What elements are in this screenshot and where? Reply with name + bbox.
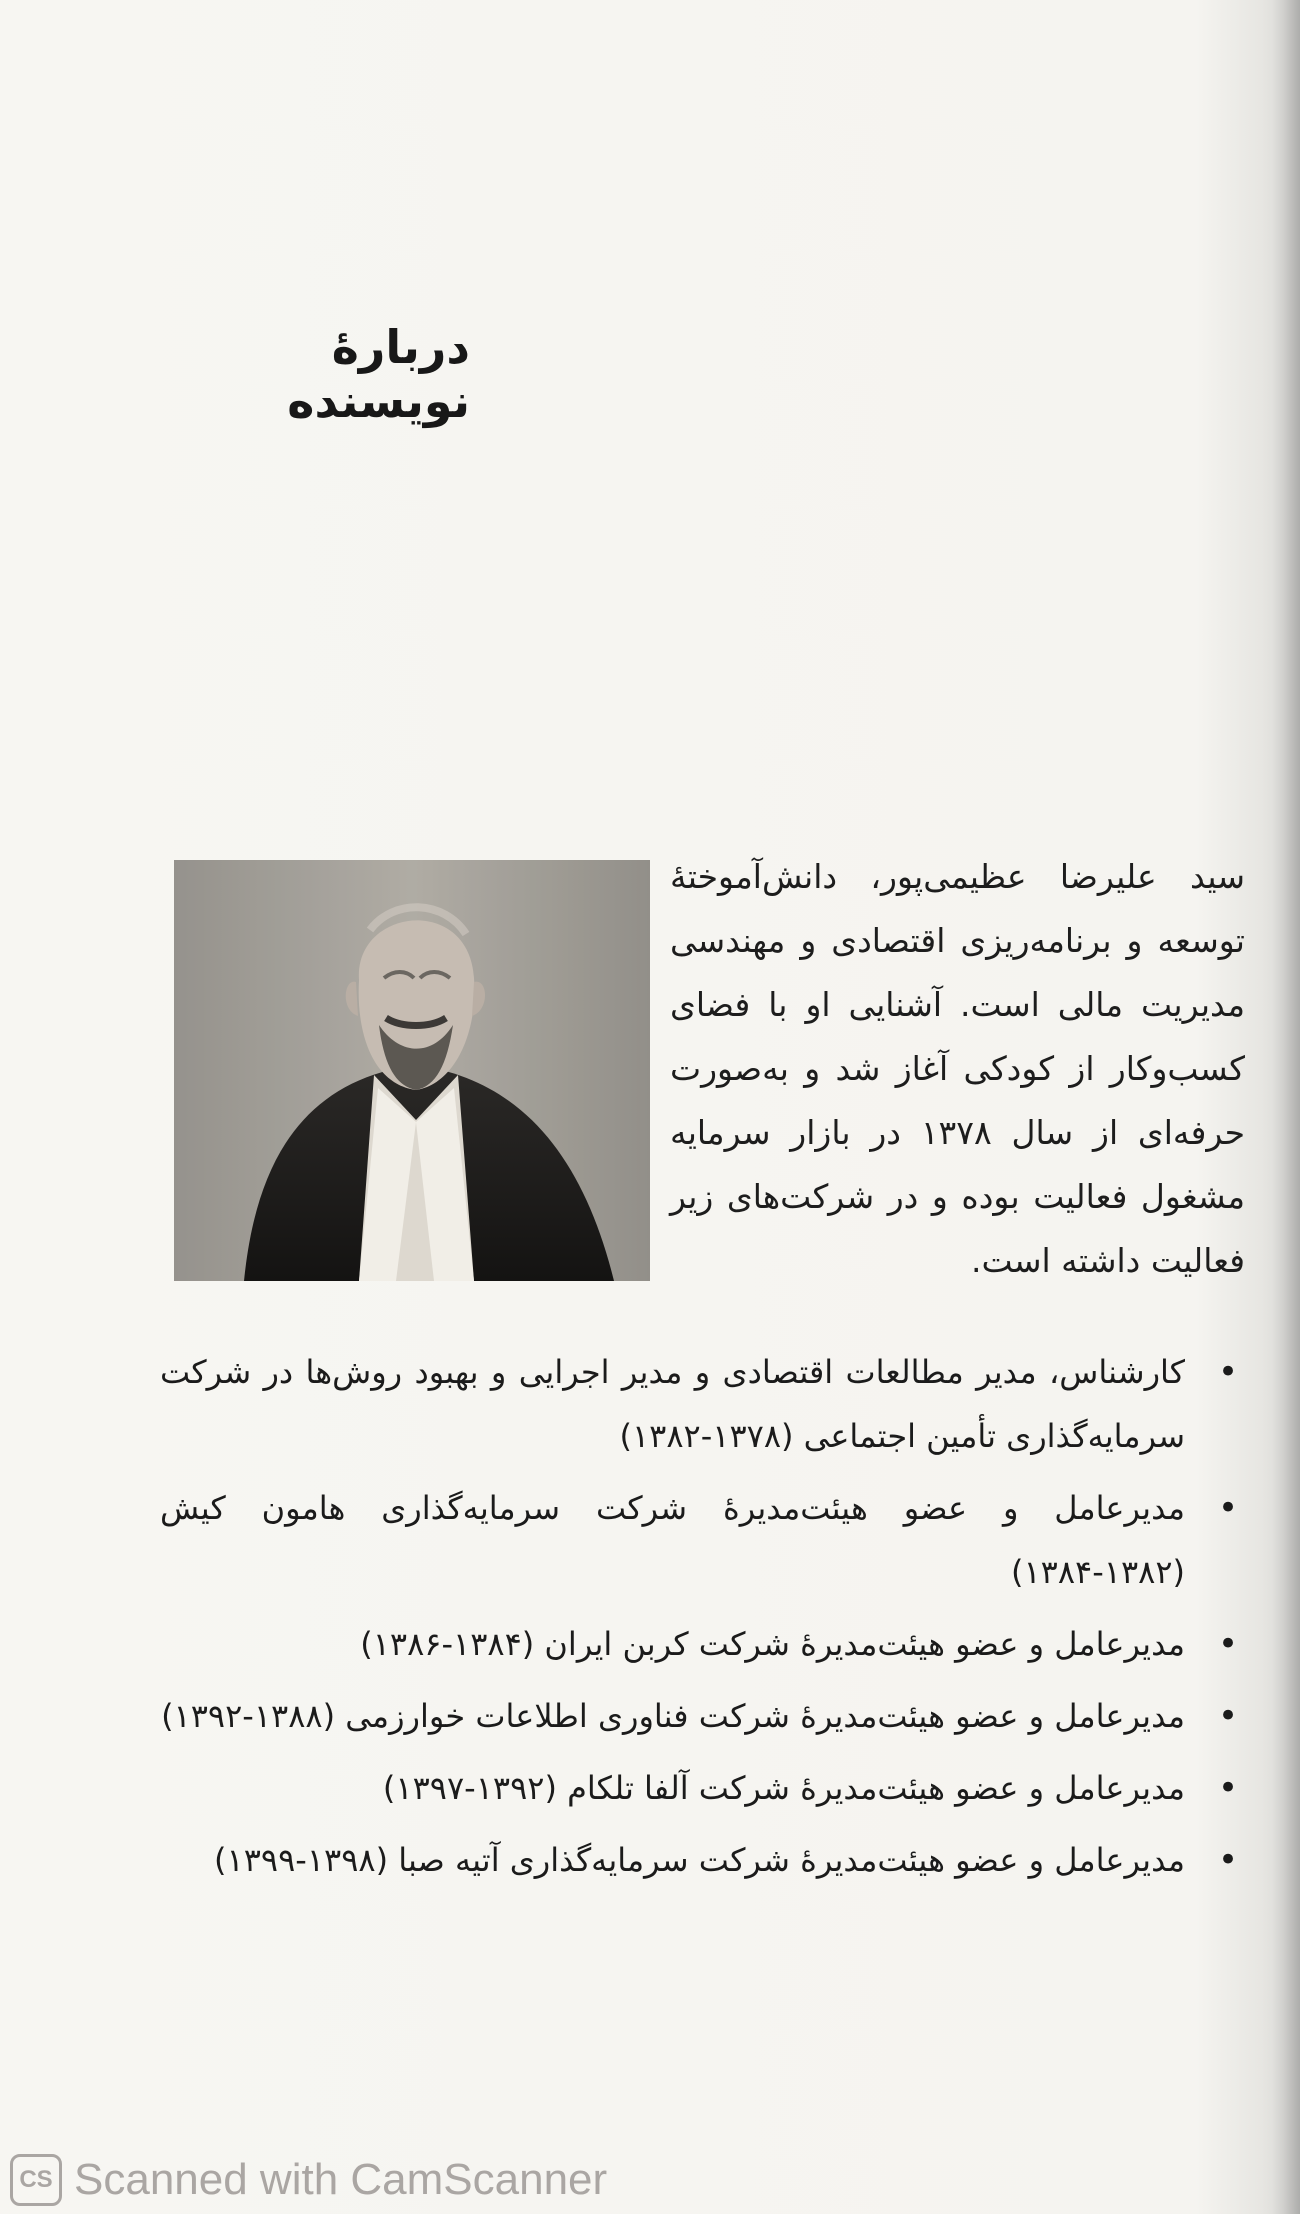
watermark-text: Scanned with CamScanner bbox=[74, 2155, 608, 2204]
author-intro-text: سید علیرضا عظیمی‌پور، دانش‌آموختهٔ توسعه و برنامه‌ریزی اقتصادی و مهندسی مدیریت مالی است. آشنایی او با فضای کسب‌وکار از کودکی آغاز شد و به‌صورت حرفه‌ای از سال ۱۳۷۸ در بازار سرمایه مشغول فعالیت بوده و در شرکت‌های زیر فعالیت داشته است. bbox=[670, 857, 1245, 1280]
list-item: • مدیرعامل و عضو هیئت‌مدیرهٔ شرکت آلفا تلکام (۱۳۹۲-۱۳۹۷) bbox=[255, 1756, 1240, 1820]
section-heading: دربارهٔ نویسنده bbox=[287, 320, 470, 428]
author-portrait-icon bbox=[174, 860, 650, 1281]
list-item: • مدیرعامل و عضو هیئت‌مدیرهٔ شرکت سرمایه‌گذاری هامون کیش (۱۳۸۲-۱۳۸۴) bbox=[160, 1476, 1240, 1604]
list-item: • کارشناس، مدیر مطالعات اقتصادی و مدیر اجرایی و بهبود روش‌ها در شرکت سرمایه‌گذاری تأمین اجتماعی (۱۳۷۸-۱۳۸۲) bbox=[160, 1340, 1240, 1468]
list-item: • مدیرعامل و عضو هیئت‌مدیرهٔ شرکت فناوری اطلاعات خوارزمی (۱۳۸۸-۱۳۹۲) bbox=[160, 1684, 1240, 1748]
page-edge-shadow bbox=[1272, 0, 1300, 2214]
list-item: • مدیرعامل و عضو هیئت‌مدیرهٔ شرکت سرمایه‌گذاری آتیه صبا (۱۳۹۸-۱۳۹۹) bbox=[160, 1828, 1240, 1892]
list-item: • مدیرعامل و عضو هیئت‌مدیرهٔ شرکت کربن ایران (۱۳۸۴-۱۳۸۶) bbox=[255, 1612, 1240, 1676]
camscanner-logo-icon: CS bbox=[10, 2154, 62, 2206]
camscanner-watermark bbox=[10, 2150, 607, 2210]
career-list bbox=[160, 1340, 1240, 1900]
author-photo bbox=[174, 860, 650, 1281]
